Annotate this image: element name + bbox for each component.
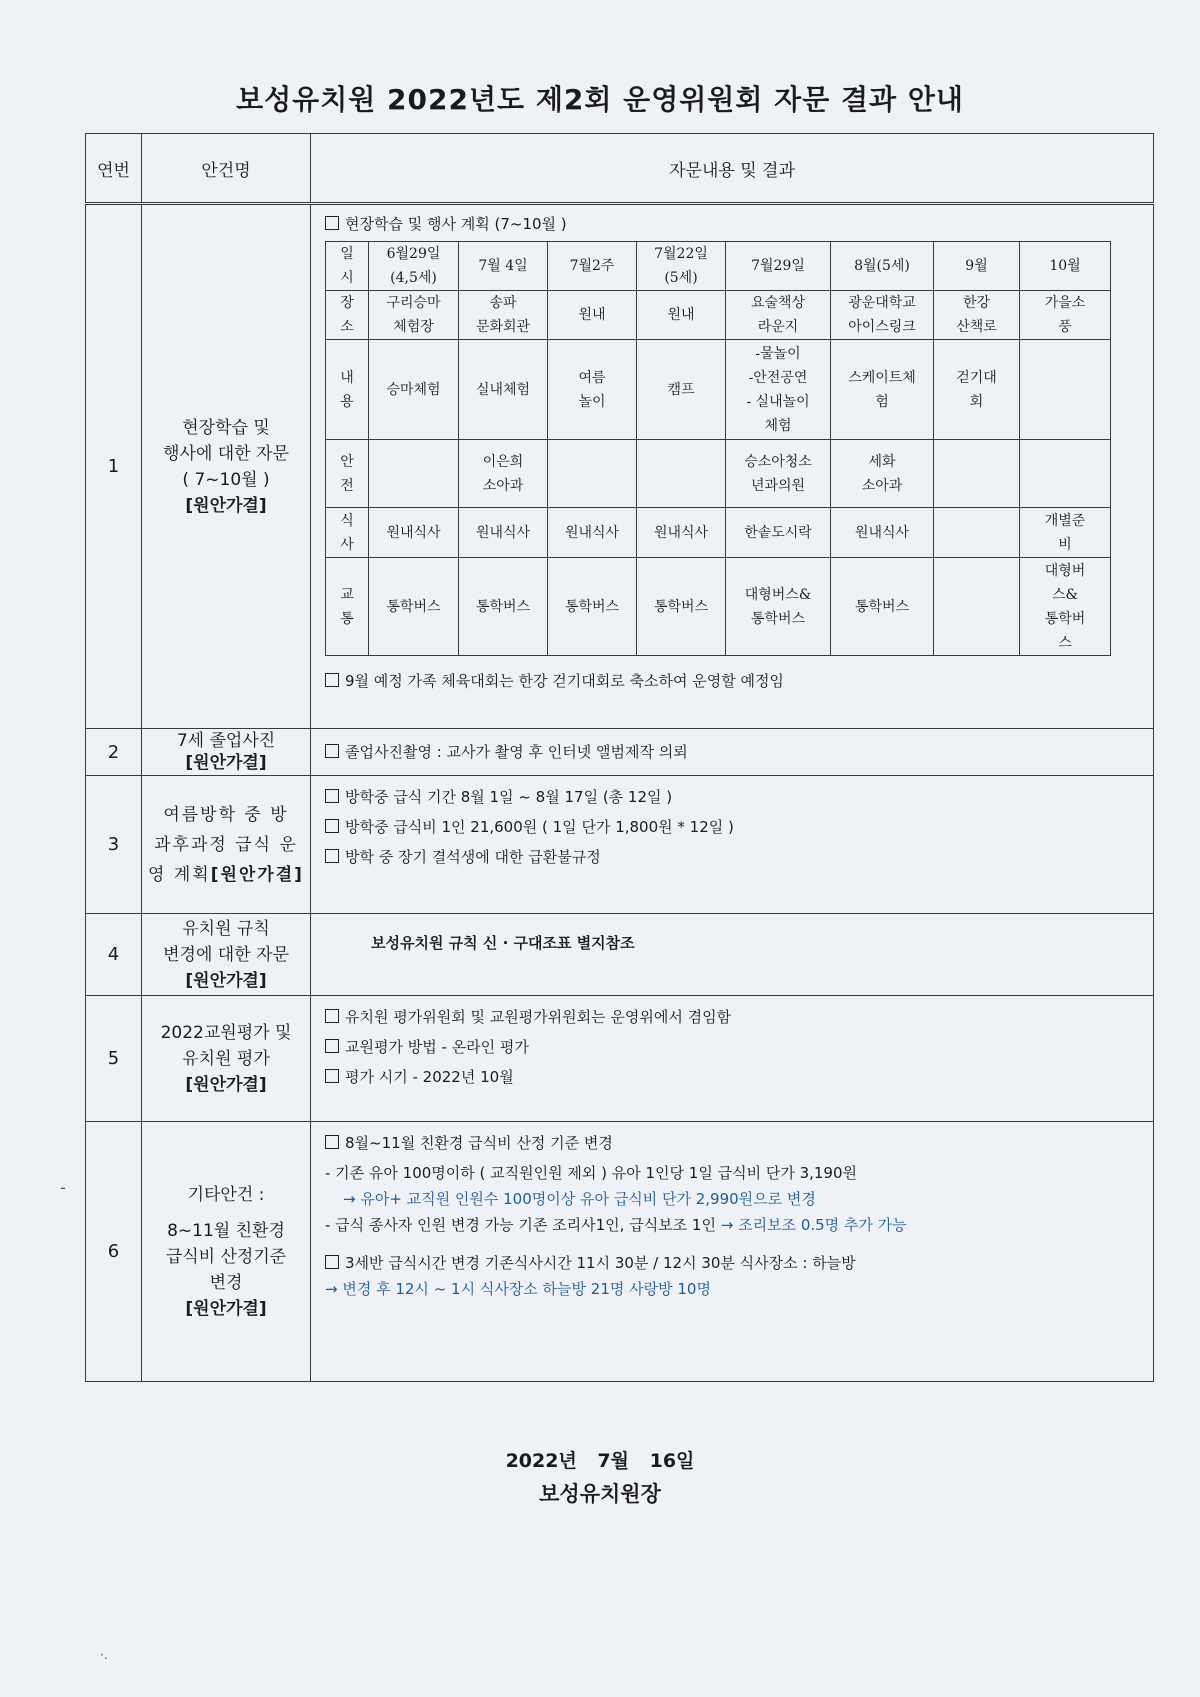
- content-line: 9월 예정 가족 체육대회는 한강 걷기대회로 축소하여 운영할 예정임: [325, 666, 1139, 696]
- schedule-cell: [1020, 440, 1111, 508]
- table-row: [86, 776, 1154, 914]
- result-label: [원안가결]: [185, 1298, 267, 1319]
- result-label: [원안가결]: [185, 495, 267, 516]
- schedule-row: [326, 340, 1111, 440]
- content-cell: [311, 1122, 1154, 1382]
- schedule-cell: 대형버 스& 통학버 스: [1020, 558, 1111, 656]
- schedule-cell: 원내식사: [459, 508, 548, 558]
- schedule-cell: [1020, 340, 1111, 440]
- content-line: → 변경 후 12시 ~ 1시 식사장소 하늘방 21명 사랑방 10명: [325, 1280, 711, 1298]
- schedule-cell: 10월: [1020, 242, 1111, 291]
- content-cell: [311, 729, 1154, 776]
- content-line: 졸업사진촬영 : 교사가 촬영 후 인터넷 앨범제작 의뢰: [325, 737, 1139, 767]
- schedule-row: [326, 558, 1111, 656]
- header-no: 연번: [86, 134, 142, 204]
- table-row: [86, 914, 1154, 996]
- checkbox-icon: [325, 789, 339, 803]
- schedule-cell: 7월29일: [726, 242, 831, 291]
- checkbox-icon: [325, 1255, 339, 1269]
- schedule-cell: 통학버스: [459, 558, 548, 656]
- row-number: 1: [86, 204, 142, 729]
- advisory-results-table: [85, 133, 1154, 1382]
- schedule-row: [326, 242, 1111, 291]
- header-agenda: 안건명: [142, 134, 311, 204]
- schedule-cell: 7월22일 (5세): [637, 242, 726, 291]
- content-cell: [311, 776, 1154, 914]
- table-row: [86, 204, 1154, 729]
- schedule-cell: 원내식사: [369, 508, 459, 558]
- issue-date: 2022년 7월 16일: [505, 1450, 695, 1472]
- result-label: [원안가결]: [210, 864, 304, 885]
- schedule-cell: -물놀이 -안전공연 - 실내놀이 체험: [726, 340, 831, 440]
- content-line: 방학중 급식 기간 8월 1일 ~ 8월 17일 (총 12일 ): [325, 782, 1139, 812]
- checkbox-icon: [325, 1039, 339, 1053]
- content-line: 방학중 급식비 1인 21,600원 ( 1일 단가 1,800원 * 12일 ): [325, 812, 1139, 842]
- schedule-cell: 7월 4일: [459, 242, 548, 291]
- schedule-cell: 9월: [934, 242, 1020, 291]
- result-label: [원안가결]: [185, 753, 267, 773]
- schedule-cell: 원내식사: [831, 508, 934, 558]
- content-cell: [311, 204, 1154, 729]
- row-number: 2: [86, 729, 142, 776]
- schedule-row-header: 내 용: [326, 340, 369, 440]
- schedule-cell: 여름 놀이: [548, 340, 637, 440]
- schedule-row: [326, 291, 1111, 340]
- content-line: 8월~11월 친환경 급식비 산정 기준 변경: [325, 1128, 1139, 1158]
- schedule-cell: 이은희 소아과: [459, 440, 548, 508]
- schedule-cell: 요술책상 라운지: [726, 291, 831, 340]
- table-header-row: [86, 134, 1154, 204]
- schedule-row-header: 식 사: [326, 508, 369, 558]
- content-line: 평가 시기 - 2022년 10월: [325, 1062, 1139, 1092]
- schedule-cell: 통학버스: [831, 558, 934, 656]
- schedule-cell: 원내식사: [548, 508, 637, 558]
- issuer-name: 보성유치원장: [539, 1482, 661, 1506]
- row-number: 3: [86, 776, 142, 914]
- schedule-cell: [934, 508, 1020, 558]
- schedule-row: [326, 440, 1111, 508]
- row-number: 5: [86, 996, 142, 1122]
- checkbox-icon: [325, 1069, 339, 1083]
- content-line: 3세반 급식시간 변경 기존식사시간 11시 30분 / 12시 30분 식사장소 : 하늘방: [325, 1248, 1139, 1278]
- schedule-cell: [369, 440, 459, 508]
- schedule-cell: 세화 소아과: [831, 440, 934, 508]
- checkbox-icon: [325, 1009, 339, 1023]
- row-number: 6: [86, 1122, 142, 1382]
- content-line: - 급식 종사자 인원 변경 가능 기존 조리사1인, 급식보조 1인 → 조리보조 0.5명 추가 가능: [325, 1216, 907, 1234]
- schedule-cell: 승마체험: [369, 340, 459, 440]
- agenda-cell: 현장학습 및 행사에 대한 자문 ( 7~10월 ) [원안가결]: [142, 204, 311, 729]
- schedule-cell: 스케이트체 험: [831, 340, 934, 440]
- schedule-cell: [934, 440, 1020, 508]
- schedule-cell: 한강 산책로: [934, 291, 1020, 340]
- page-title: 보성유치원 2022년도 제2회 운영위원회 자문 결과 안내: [236, 83, 964, 116]
- schedule-cell: 통학버스: [548, 558, 637, 656]
- schedule-cell: 송파 문화회관: [459, 291, 548, 340]
- agenda-cell: 기타안건 : 8~11월 친환경 급식비 산정기준 변경 [원안가결]: [142, 1122, 311, 1382]
- schedule-cell: 가을소 풍: [1020, 291, 1111, 340]
- content-line: 방학 중 장기 결석생에 대한 급환불규정: [325, 842, 1139, 872]
- schedule-row-header: 안 전: [326, 440, 369, 508]
- row-number: 4: [86, 914, 142, 996]
- content-line: 보성유치원 규칙 신 · 구대조표 별지참조: [371, 934, 635, 952]
- scan-mark: -: [60, 1178, 66, 1197]
- schedule-cell: 7월2주: [548, 242, 637, 291]
- schedule-cell: 8월(5세): [831, 242, 934, 291]
- schedule-row-header: 장 소: [326, 291, 369, 340]
- schedule-cell: [637, 440, 726, 508]
- schedule-cell: [548, 440, 637, 508]
- schedule-cell: 구리승마 체험장: [369, 291, 459, 340]
- content-cell: [311, 996, 1154, 1122]
- agenda-cell: 7세 졸업사진 [원안가결]: [142, 729, 311, 776]
- content-line: 유치원 평가위원회 및 교원평가위원회는 운영위에서 겸임함: [325, 1002, 1139, 1032]
- checkbox-icon: [325, 673, 339, 687]
- checkbox-icon: [325, 1135, 339, 1149]
- agenda-cell: 2022교원평가 및 유치원 평가 [원안가결]: [142, 996, 311, 1122]
- checkbox-icon: [325, 744, 339, 758]
- schedule-table: [325, 241, 1111, 656]
- schedule-cell: 승소아청소 년과의원: [726, 440, 831, 508]
- checkbox-icon: [325, 849, 339, 863]
- schedule-row: [326, 508, 1111, 558]
- schedule-cell: 광운대학교 아이스링크: [831, 291, 934, 340]
- schedule-cell: 원내식사: [637, 508, 726, 558]
- checkbox-icon: [325, 819, 339, 833]
- scan-mark: ·.: [100, 1648, 108, 1662]
- schedule-cell: 캠프: [637, 340, 726, 440]
- checkbox-icon: [325, 216, 339, 230]
- agenda-cell: 유치원 규칙 변경에 대한 자문 [원안가결]: [142, 914, 311, 996]
- content-line: 현장학습 및 행사 계획 (7~10월 ): [325, 209, 1139, 239]
- header-content: 자문내용 및 결과: [311, 134, 1154, 204]
- schedule-cell: 실내체험: [459, 340, 548, 440]
- schedule-cell: 걷기대 회: [934, 340, 1020, 440]
- schedule-cell: 개별준 비: [1020, 508, 1111, 558]
- schedule-row-header: 일 시: [326, 242, 369, 291]
- schedule-cell: 통학버스: [637, 558, 726, 656]
- schedule-cell: 통학버스: [369, 558, 459, 656]
- schedule-cell: [934, 558, 1020, 656]
- schedule-cell: 원내: [637, 291, 726, 340]
- schedule-row-header: 교 통: [326, 558, 369, 656]
- content-line: → 유아+ 교직원 인원수 100명이상 유아 급식비 단가 2,990원으로 변경: [343, 1190, 816, 1208]
- table-row: [86, 1122, 1154, 1382]
- table-row: [86, 729, 1154, 776]
- schedule-cell: 대형버스& 통학버스: [726, 558, 831, 656]
- schedule-cell: 한솥도시락: [726, 508, 831, 558]
- agenda-cell: 여름방학 중 방 과후과정 급식 운 영 계획[원안가결]: [142, 776, 311, 914]
- content-line: 교원평가 방법 - 온라인 평가: [325, 1032, 1139, 1062]
- content-line: - 기존 유아 100명이하 ( 교직원인원 제외 ) 유아 1인당 1일 급식비 단가 3,190원: [325, 1164, 858, 1182]
- content-cell: [311, 914, 1154, 996]
- schedule-cell: 6월29일 (4,5세): [369, 242, 459, 291]
- schedule-cell: 원내: [548, 291, 637, 340]
- result-label: [원안가결]: [185, 1074, 267, 1095]
- result-label: [원안가결]: [185, 970, 267, 991]
- table-row: [86, 996, 1154, 1122]
